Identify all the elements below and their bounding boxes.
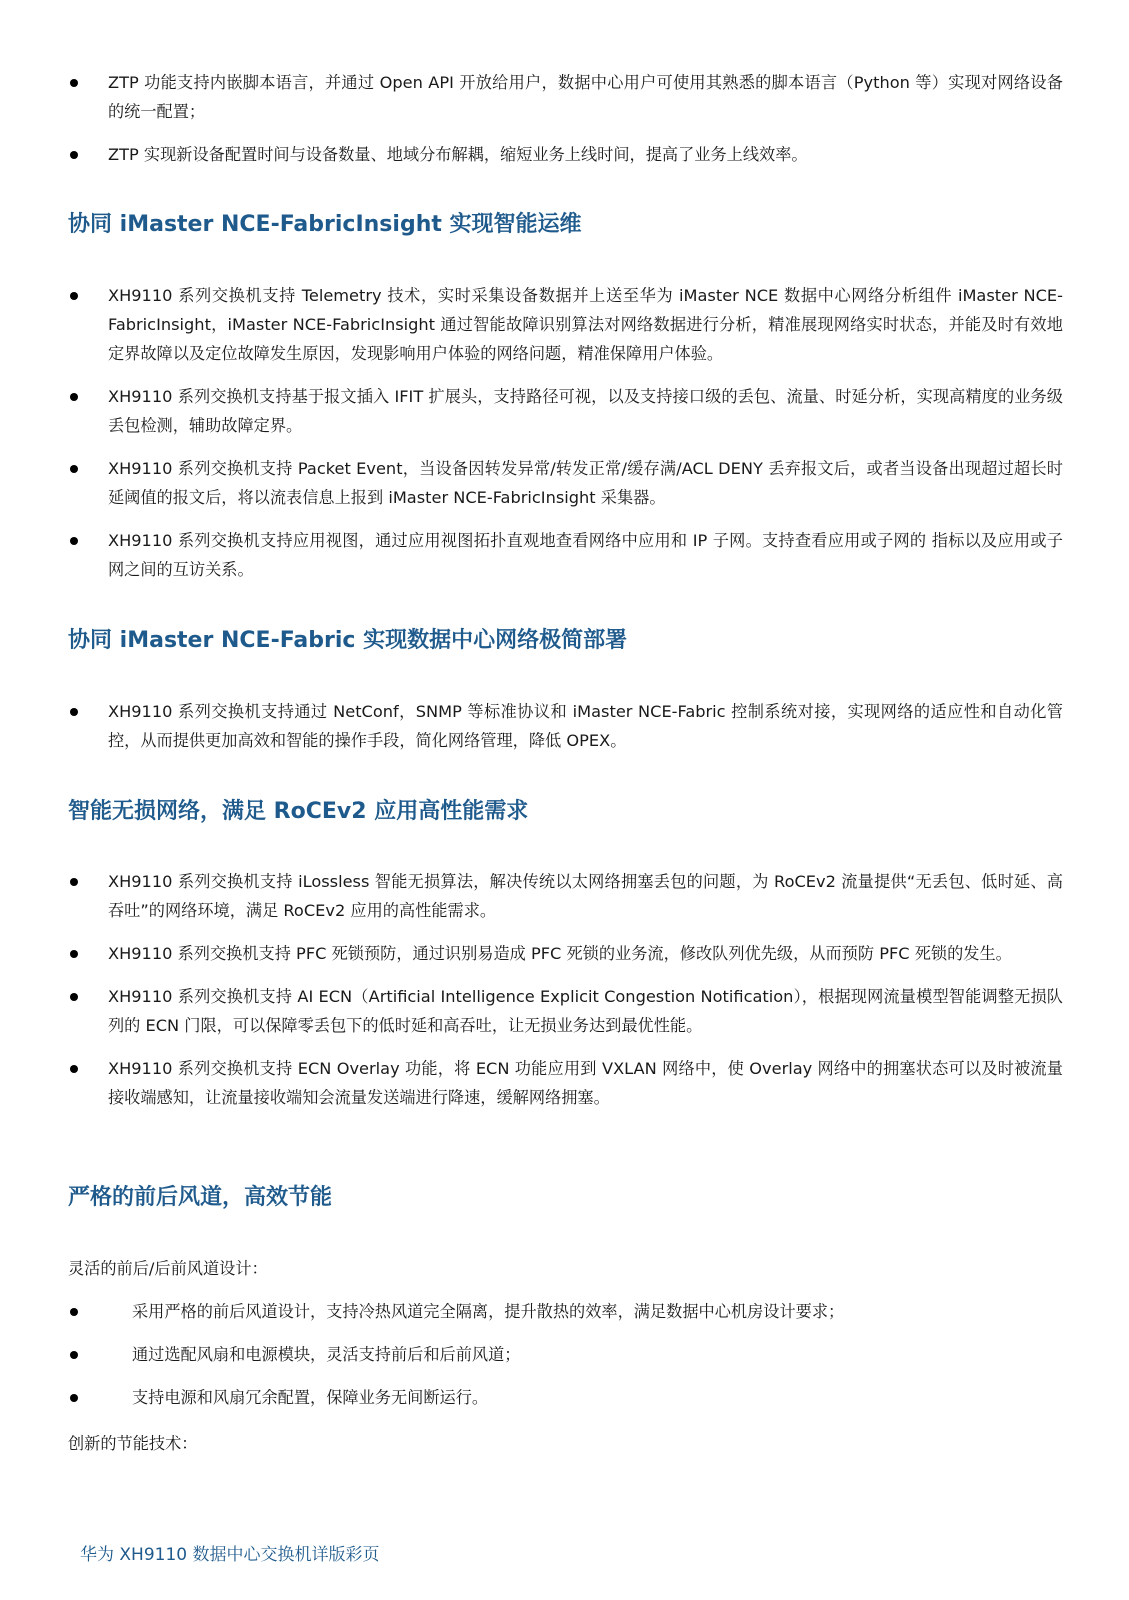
- bullet-text: XH9110 系列交换机支持基于报文插入 IFIT 扩展头，支持路径可视，以及支持接口级的丢包、流量、时延分析，实现高精度的业务级丢包检测，辅助故障定界。: [108, 387, 1063, 435]
- list-item: [68, 454, 1063, 512]
- bullet-text: ZTP 实现新设备配置时间与设备数量、地域分布解耦，缩短业务上线时间，提高了业务上线效率。: [108, 145, 808, 164]
- airflow-outro: [68, 1429, 1063, 1458]
- bullet-text: XH9110 系列交换机支持 Telemetry 技术，实时采集设备数据并上送至华为 iMaster NCE 数据中心网络分析组件 iMaster NCE-FabricInsight，iMaster NCE-FabricInsight 通过智能故障识别算法对网络数据进行分析，精准展现网络实时状态，并能及时有效地定界故障以及定位故障发生原因，发现影响用户体验的网络问题，精准保障用户体验。: [108, 286, 1063, 363]
- list-item: [68, 1340, 1063, 1369]
- list-item: [68, 1383, 1063, 1412]
- bullet-dot-icon: [70, 292, 78, 300]
- bullet-text: 通过选配风扇和电源模块，灵活支持前后和后前风道；: [132, 1345, 521, 1364]
- bullet-text: XH9110 系列交换机支持 iLossless 智能无损算法，解决传统以太网络拥塞丢包的问题，为 RoCEv2 流量提供“无丢包、低时延、高吞吐”的网络环境，满足 RoCEv2 应用的高性能需求。: [108, 872, 1063, 920]
- section-fabric-body: [68, 697, 1063, 755]
- bullet-dot-icon: [70, 878, 78, 886]
- bullet-dot-icon: [70, 1394, 78, 1402]
- bullet-text: XH9110 系列交换机支持通过 NetConf，SNMP 等标准协议和 iMaster NCE-Fabric 控制系统对接，实现网络的适应性和自动化管控，从而提供更加高效和智能的操作手段，简化网络管理，降低 OPEX。: [108, 702, 1063, 750]
- list-item: [68, 1297, 1063, 1326]
- intro-bullet-list: [68, 68, 1063, 169]
- bullet-text: XH9110 系列交换机支持应用视图，通过应用视图拓扑直观地查看网络中应用和 IP 子网。支持查看应用或子网的 指标以及应用或子网之间的互访关系。: [108, 531, 1063, 579]
- bullet-dot-icon: [70, 950, 78, 958]
- list-item: [68, 281, 1063, 368]
- list-item: [68, 939, 1063, 968]
- bullet-dot-icon: [70, 1065, 78, 1073]
- section-heading: 严格的前后风道，高效节能: [68, 1185, 333, 1210]
- bullet-text: XH9110 系列交换机支持 Packet Event，当设备因转发异常/转发正常/缓存满/ACL DENY 丢弃报文后，或者当设备出现超过超长时延阈值的报文后，将以流表信息上报到 iMaster NCE-FabricInsight 采集器。: [108, 459, 1063, 507]
- bullet-text: XH9110 系列交换机支持 PFC 死锁预防，通过识别易造成 PFC 死锁的业务流，修改队列优先级，从而预防 PFC 死锁的发生。: [108, 944, 1012, 963]
- section-airflow: [68, 1183, 1063, 1213]
- section-fabric: [68, 626, 1063, 656]
- list-item: [68, 382, 1063, 440]
- list-item: [68, 140, 1063, 169]
- bullet-text: XH9110 系列交换机支持 AI ECN（Artificial Intelligence Explicit Congestion Notification），根据现网流量模型智能调整无损队列的 ECN 门限，可以保障零丢包下的低时延和高吞吐，让无损业务达到最优性能。: [108, 987, 1063, 1035]
- bullet-text: 支持电源和风扇冗余配置，保障业务无间断运行。: [132, 1388, 489, 1407]
- list-item: [68, 1054, 1063, 1112]
- bullet-dot-icon: [70, 1351, 78, 1359]
- bullet-list: [68, 867, 1063, 1112]
- airflow-body: [68, 1297, 1063, 1412]
- bullet-list: [68, 1297, 1063, 1412]
- list-item: [68, 867, 1063, 925]
- intro-section: [68, 68, 1063, 169]
- bullet-text: XH9110 系列交换机支持 ECN Overlay 功能，将 ECN 功能应用到 VXLAN 网络中，使 Overlay 网络中的拥塞状态可以及时被流量接收端感知，让流量接收端知会流量发送端进行降速，缓解网络拥塞。: [108, 1059, 1063, 1107]
- section-lossless-body: [68, 867, 1063, 1112]
- bullet-list: [68, 281, 1063, 584]
- list-item: [68, 982, 1063, 1040]
- list-item: [68, 697, 1063, 755]
- bullet-list: [68, 697, 1063, 755]
- section-fabricinsight-body: [68, 281, 1063, 584]
- bullet-dot-icon: [70, 151, 78, 159]
- bullet-dot-icon: [70, 993, 78, 1001]
- section-lossless: [68, 797, 1063, 827]
- list-item: [68, 526, 1063, 584]
- section-fabricinsight: [68, 210, 1063, 240]
- bullet-dot-icon: [70, 393, 78, 401]
- bullet-dot-icon: [70, 708, 78, 716]
- bullet-dot-icon: [70, 1308, 78, 1316]
- bullet-dot-icon: [70, 79, 78, 87]
- bullet-text: 采用严格的前后风道设计，支持冷热风道完全隔离，提升散热的效率，满足数据中心机房设计要求；: [132, 1302, 845, 1321]
- paragraph-text: 灵活的前后/后前风道设计：: [68, 1259, 268, 1278]
- section-heading: 智能无损网络，满足 RoCEv2 应用高性能需求: [68, 799, 529, 824]
- paragraph-text: 创新的节能技术：: [68, 1434, 198, 1453]
- page-footer: 华为 XH9110 数据中心交换机详版彩页: [80, 1545, 380, 1565]
- bullet-dot-icon: [70, 537, 78, 545]
- list-item: [68, 68, 1063, 126]
- section-heading: 协同 iMaster NCE-Fabric 实现数据中心网络极简部署: [68, 628, 628, 653]
- bullet-dot-icon: [70, 465, 78, 473]
- section-heading: 协同 iMaster NCE-FabricInsight 实现智能运维: [68, 212, 582, 237]
- airflow-intro: [68, 1254, 1063, 1283]
- bullet-text: ZTP 功能支持内嵌脚本语言，并通过 Open API 开放给用户，数据中心用户可使用其熟悉的脚本语言（Python 等）实现对网络设备的统一配置；: [108, 73, 1063, 121]
